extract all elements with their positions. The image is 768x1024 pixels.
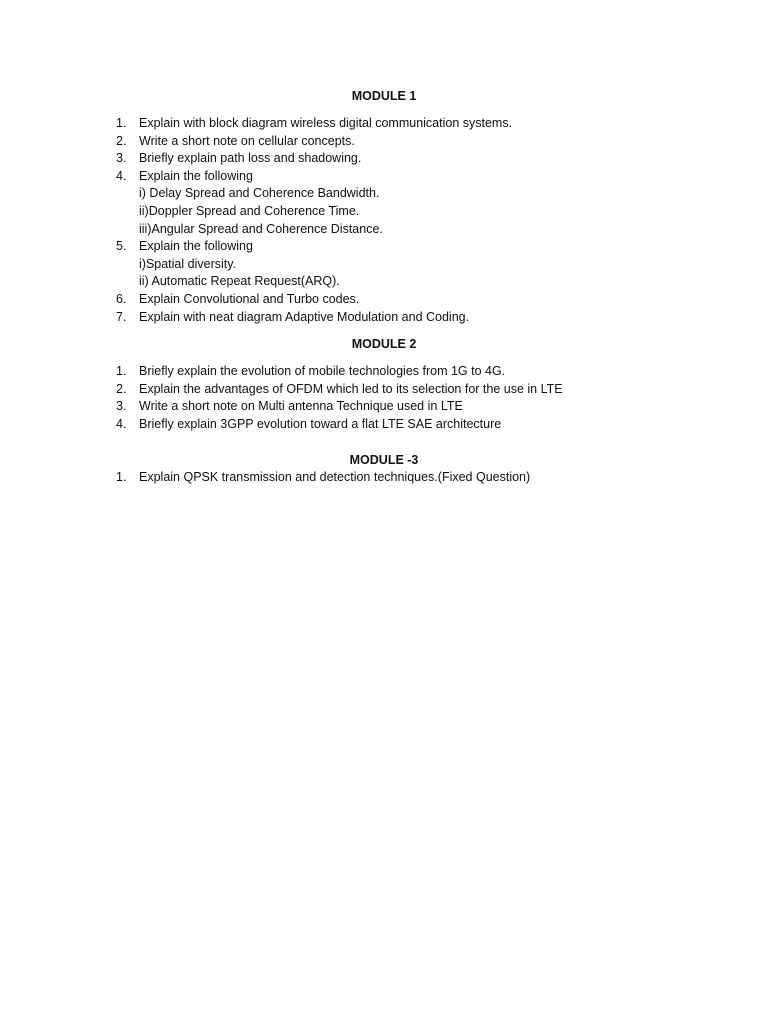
question-number: 6. xyxy=(116,291,127,306)
sub-question: iii)Angular Spread and Coherence Distance. xyxy=(139,221,383,236)
sub-question: i)Spatial diversity. xyxy=(139,256,237,271)
question-item xyxy=(0,363,768,381)
module-2-question-list xyxy=(0,363,768,433)
question-number: 1. xyxy=(116,470,127,484)
question-text: Briefly explain the evolution of mobile technologies from 1G to 4G. xyxy=(139,364,506,378)
question-text: Write a short note on Multi antenna Technique used in LTE xyxy=(139,399,463,414)
question-text: Explain Convolutional and Turbo codes. xyxy=(139,291,360,306)
question-text: Explain the following xyxy=(139,168,253,183)
question-text: Explain with neat diagram Adaptive Modulation and Coding. xyxy=(139,309,470,324)
question-text: Briefly explain 3GPP evolution toward a flat LTE SAE architecture xyxy=(139,416,502,431)
question-item xyxy=(0,115,768,133)
sub-question: ii) Automatic Repeat Request(ARQ). xyxy=(139,274,340,289)
module-3-heading: MODULE -3 xyxy=(349,453,419,467)
question-item xyxy=(0,469,768,487)
question-text: Explain QPSK transmission and detection techniques.(Fixed Question) xyxy=(139,470,531,484)
question-text: Explain the advantages of OFDM which led to its selection for the use in LTE xyxy=(139,381,563,396)
question-item xyxy=(0,291,768,309)
question-number: 7. xyxy=(116,309,127,324)
question-number: 3. xyxy=(116,151,127,166)
module-1-question-list xyxy=(0,115,768,326)
module-1-heading: MODULE 1 xyxy=(351,89,417,103)
question-item xyxy=(0,133,768,151)
question-number: 4. xyxy=(116,168,127,183)
question-number: 4. xyxy=(116,416,127,431)
question-text: Explain the following xyxy=(139,239,253,254)
question-number: 2. xyxy=(116,381,127,396)
question-text: Briefly explain path loss and shadowing. xyxy=(139,151,362,166)
question-number: 1. xyxy=(116,364,127,378)
question-item xyxy=(0,398,768,416)
question-item xyxy=(0,238,768,291)
question-item xyxy=(0,168,768,238)
question-number: 2. xyxy=(116,133,127,148)
question-item xyxy=(0,150,768,168)
question-text: Write a short note on cellular concepts. xyxy=(139,133,355,148)
question-number: 1. xyxy=(116,116,127,130)
module-2-heading: MODULE 2 xyxy=(351,337,417,351)
question-number: 3. xyxy=(116,399,127,414)
question-item xyxy=(0,381,768,399)
sub-question: ii)Doppler Spread and Coherence Time. xyxy=(139,203,360,218)
question-item xyxy=(0,309,768,327)
question-number: 5. xyxy=(116,239,127,254)
module-3-question-list xyxy=(0,469,768,487)
sub-question: i) Delay Spread and Coherence Bandwidth. xyxy=(139,186,380,201)
question-item xyxy=(0,416,768,434)
question-text: Explain with block diagram wireless digital communication systems. xyxy=(139,116,513,130)
